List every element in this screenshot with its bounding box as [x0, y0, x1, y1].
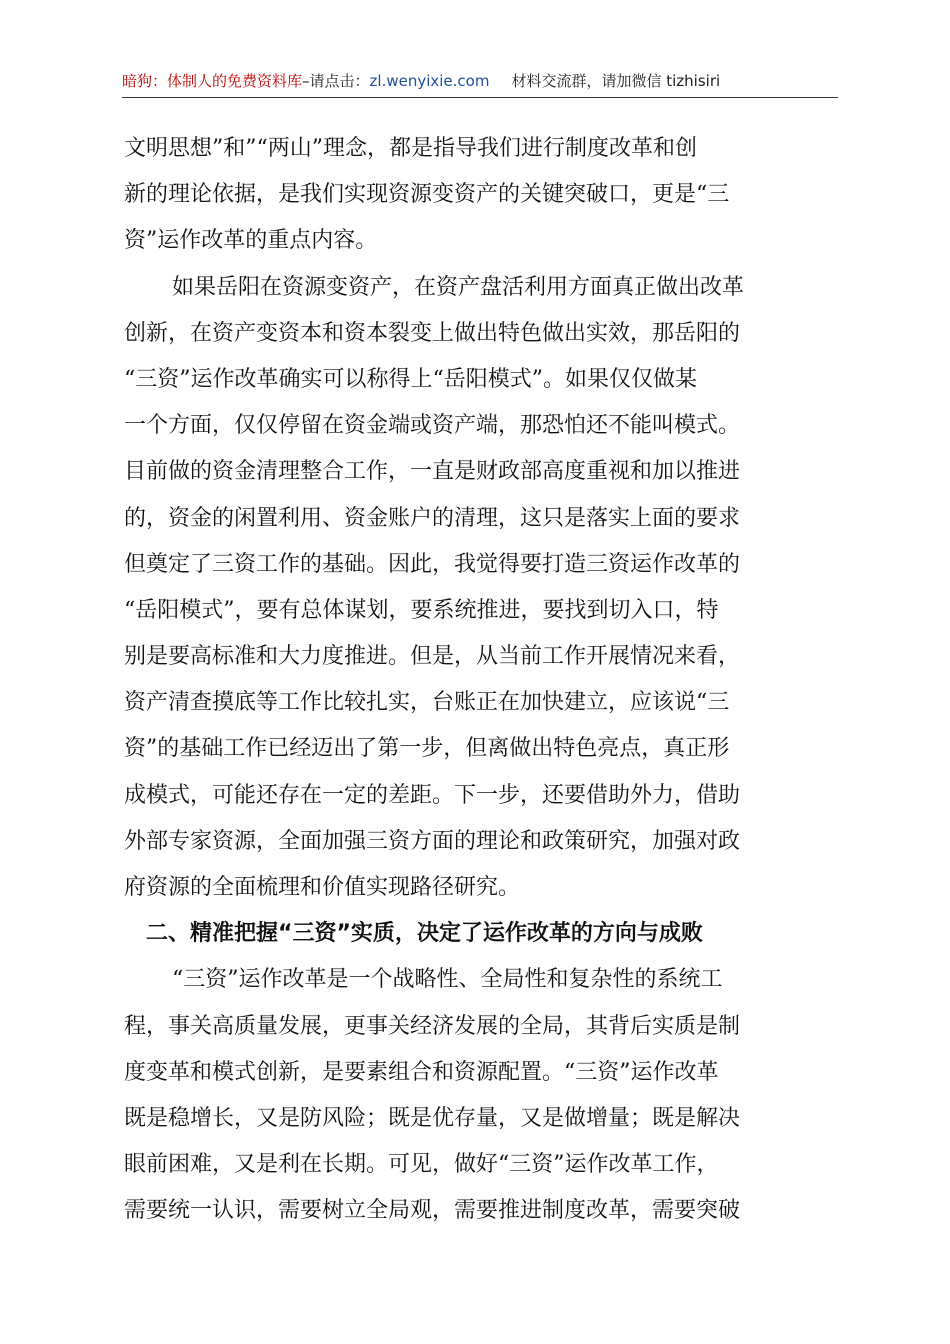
text-line: 程，事关高质量发展，更事关经济发展的全局，其背后实质是制	[124, 1013, 741, 1039]
text-line: 创新，在资产变资本和资本裂变上做出特色做出实效，那岳阳的	[124, 320, 741, 346]
paragraph-start-line: “三资”运作改革是一个战略性、全局性和复杂性的系统工	[172, 967, 723, 993]
text-line: 文明思想”和”“两山”理念，都是指导我们进行制度改革和创	[124, 136, 697, 161]
text-line: 成模式，可能还存在一定的差距。下一步，还要借助外力，借助	[124, 782, 741, 808]
text-line: 但奠定了三资工作的基础。因此，我觉得要打造三资运作改革的	[124, 551, 741, 577]
text-line: 别是要高标准和大力度推进。但是，从当前工作开展情况来看，	[124, 644, 741, 670]
text-line: 新的理论依据，是我们实现资源变资产的关键突破口，更是“三	[124, 182, 730, 208]
paragraph-start-line: 如果岳阳在资源变资产，在资产盘活利用方面真正做出改革	[172, 274, 745, 300]
text-line: “三资”运作改革确实可以称得上“岳阳模式”。如果仅仅做某	[124, 366, 697, 392]
header-contact: 材料交流群，请加微信 tizhisiri	[511, 72, 721, 90]
document-body	[124, 126, 836, 1235]
text-line: 眼前困难，又是利在长期。可见，做好“三资”运作改革工作，	[124, 1152, 719, 1178]
page-header	[122, 70, 838, 94]
text-line: 度变革和模式创新，是要素组合和资源配置。“三资”运作改革	[124, 1059, 719, 1085]
header-divider	[122, 97, 838, 98]
text-line: 目前做的资金清理整合工作，一直是财政部高度重视和加以推进	[124, 459, 741, 485]
text-line: “岳阳模式”，要有总体谋划，要系统推进，要找到切入口，特	[124, 597, 719, 623]
text-line: 既是稳增长，又是防风险；既是优存量，又是做增量；既是解决	[124, 1105, 741, 1131]
header-prompt: –请点击：	[302, 72, 370, 90]
text-line: 外部专家资源，全面加强三资方面的理论和政策研究，加强对政	[124, 828, 741, 854]
header-url-link[interactable]: zl.wenyixie.com	[369, 72, 490, 90]
section-heading: 二、精准把握“三资”实质，决定了运作改革的方向与成败	[146, 921, 703, 947]
text-line: 资”运作改革的重点内容。	[124, 228, 378, 254]
text-line: 一个方面，仅仅停留在资金端或资产端，那恐怕还不能叫模式。	[124, 413, 741, 439]
header-brand: 暗狗：体制人的免费资料库	[122, 72, 303, 90]
text-line: 需要统一认识，需要树立全局观，需要推进制度改革，需要突破	[124, 1198, 741, 1224]
text-line: 府资源的全面梳理和价值实现路径研究。	[124, 875, 521, 900]
text-line: 的，资金的闲置利用、资金账户的清理，这只是落实上面的要求	[124, 505, 741, 531]
text-line: 资产清查摸底等工作比较扎实，台账正在加快建立，应该说“三	[124, 690, 730, 716]
text-line: 资”的基础工作已经迈出了第一步，但离做出特色亮点，真正形	[124, 736, 730, 762]
